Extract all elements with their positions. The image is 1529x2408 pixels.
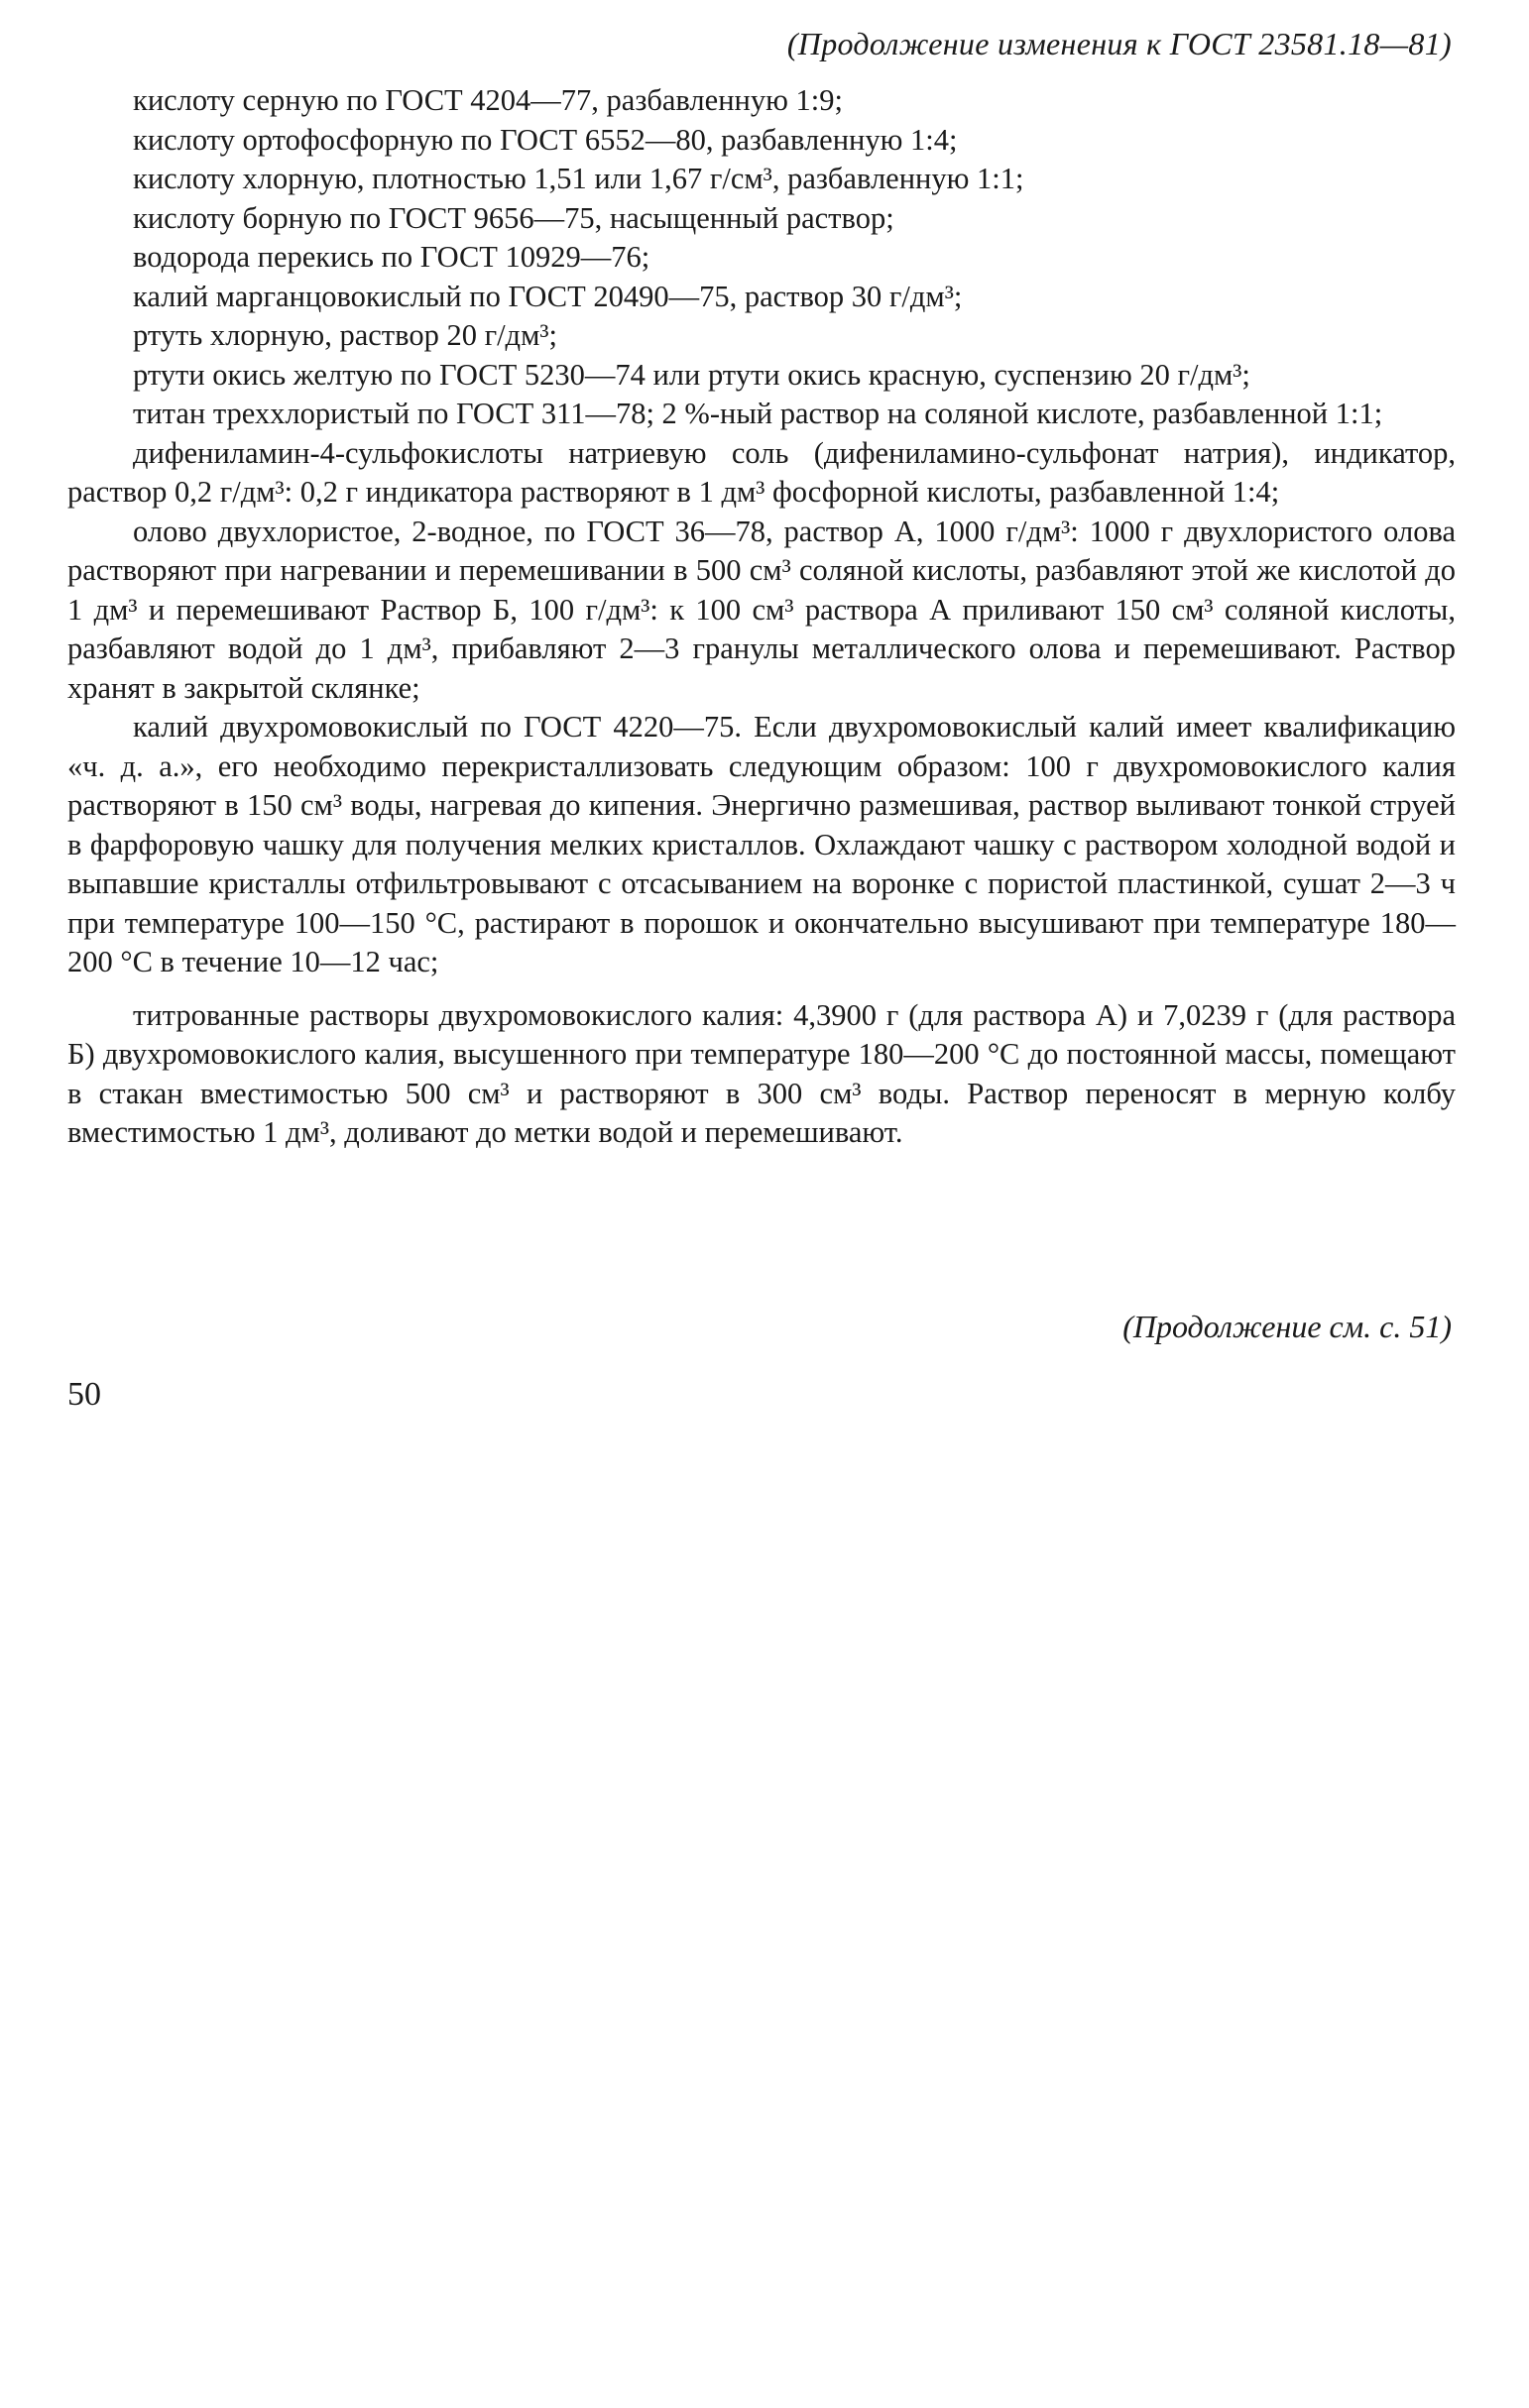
paragraph-hydrogen-peroxide: водорода перекись по ГОСТ 10929—76; bbox=[133, 240, 650, 274]
paragraph-orthophosphoric-acid: кислоту ортофосфорную по ГОСТ 6552—80, разбавленную 1:4; bbox=[133, 122, 958, 157]
paragraph-potassium-dichromate: калий двухромовокислый по ГОСТ 4220—75. Если двухромовокислый калий имеет квалификацию «ч. д. а.», его необходимо перекристаллизовать следующим образом: 100 г двухромовокислого калия растворяют в 150 см³ воды, нагревая до кипения. Энергично размешивая, раствор выливают тонкой струей в фарфоровую чашку для получения мелких кристаллов. Охлаждают чашку с раствором холодной водой и выпавшие кристаллы отфильтровывают с отсасыванием на воронке с пористой пластинкой, сушат 2—3 ч при температуре 100—150 °С, растирают в порошок и окончательно высушивают при температуре 180—200 °С в течение 10—12 час; bbox=[67, 710, 1456, 978]
paragraph-boric-acid: кислоту борную по ГОСТ 9656—75, насыщенный раствор; bbox=[133, 200, 894, 235]
paragraph-potassium-permanganate: калий марганцовокислый по ГОСТ 20490—75, раствор 30 г/дм³; bbox=[133, 279, 963, 313]
paragraph-titrated-solutions: титрованные растворы двухромовокислого калия: 4,3900 г (для раствора А) и 7,0239 г (для раствора Б) двухромовокислого калия, высушенного при температуре 180—200 °С до постоянной массы, помещают в стакан вместимостью 500 см³ и растворяют в 300 см³ воды. Раствор переносят в мерную колбу вместимостью 1 дм³, доливают до метки водой и перемешивают. bbox=[67, 997, 1456, 1149]
paragraph-perchloric-acid: кислоту хлорную, плотностью 1,51 или 1,67 г/см³, разбавленную 1:1; bbox=[133, 162, 1024, 195]
paragraph-tin-dichloride: олово двухлористое, 2-водное, по ГОСТ 36—78, раствор А, 1000 г/дм³: 1000 г двухлористого олова растворяют при нагревании и перемешивании в 500 см³ соляной кислоты, разбавляют этой же кислотой до 1 дм³ и перемешивают Раствор Б, 100 г/дм³: к 100 см³ раствора А приливают 150 см³ соляной кислоты, разбавляют водой до 1 дм³, прибавляют 2—3 гранулы металлического олова и перемешивают. Раствор хранят в закрытой склянке; bbox=[67, 514, 1456, 705]
continuation-header: (Продолжение изменения к ГОСТ 23581.18—81) bbox=[786, 26, 1452, 61]
paragraph-mercuric-chloride: ртуть хлорную, раствор 20 г/дм³; bbox=[133, 318, 557, 352]
page-number: 50 bbox=[67, 1376, 101, 1413]
paragraph-sulfuric-acid: кислоту серную по ГОСТ 4204—77, разбавленную 1:9; bbox=[133, 83, 843, 117]
paragraph-mercury-oxide: ртути окись желтую по ГОСТ 5230—74 или ртути окись красную, суспензию 20 г/дм³; bbox=[133, 357, 1250, 392]
continuation-footer: (Продолжение см. с. 51) bbox=[1122, 1309, 1452, 1344]
reagents-list bbox=[67, 81, 1456, 1153]
paragraph-indicator: дифениламин-4-сульфокислоты натриевую соль (дифениламино-сульфонат натрия), индикатор, раствор 0,2 г/дм³: 0,2 г индикатора растворяют в 1 дм³ фосфорной кислоты, разбавленной 1:4; bbox=[67, 435, 1456, 509]
paragraph-titanium-trichloride: титан треххлористый по ГОСТ 311—78; 2 %-ный раствор на соляной кислоте, разбавленной 1:1; bbox=[133, 397, 1383, 430]
